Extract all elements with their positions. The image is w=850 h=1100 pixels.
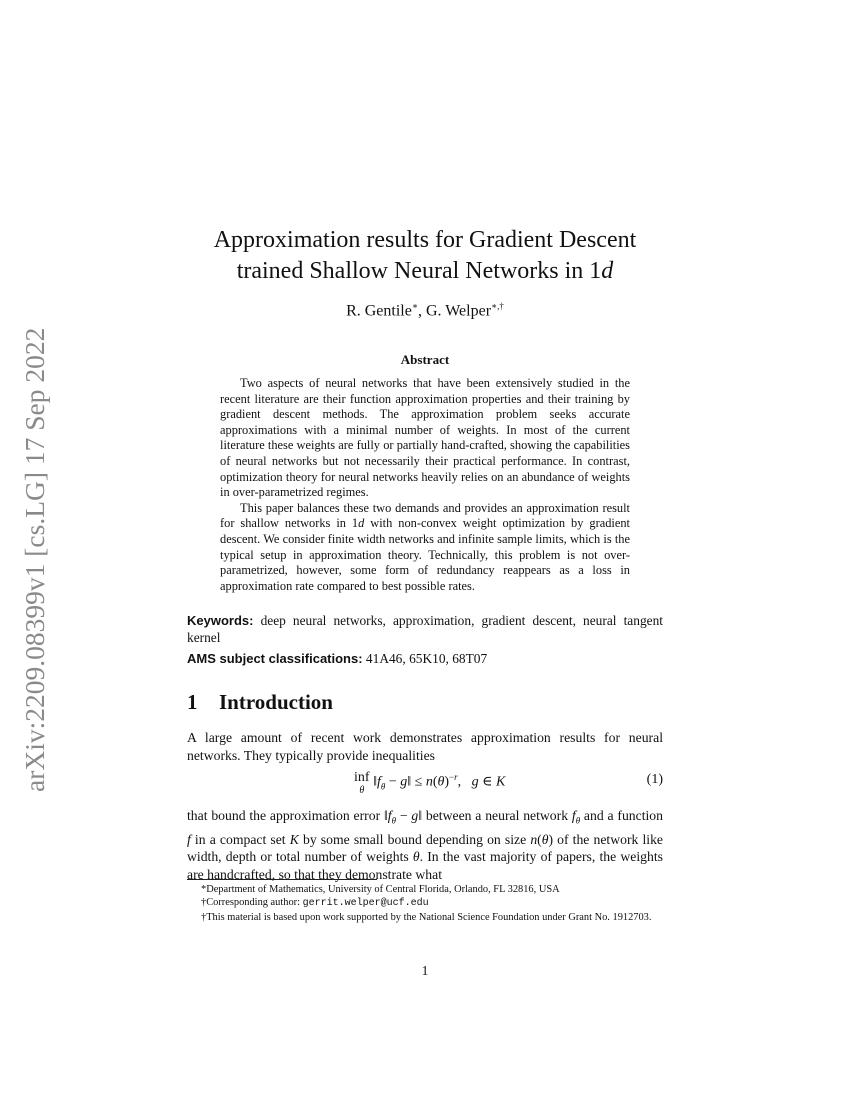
page-number: 1: [421, 963, 429, 978]
ams-codes: 41A46, 65K10, 68T07: [365, 651, 488, 666]
arxiv-identifier-stamp: [14, 286, 54, 806]
keywords-block: [187, 613, 663, 647]
arxiv-identifier-text: arXiv:2209.08399v1 [cs.LG] 17 Sep 2022: [19, 327, 50, 792]
intro-paragraph-2-text: that bound the approximation error $‖f_\theta$ − g‖ between a neural network $f_\theta$ and a function f in a compact set K by some small bound depending on size n(θ) of the network like width, depth or total number of weights θ. In the vast majority of papers, the weights are handcrafted, so that they demonstrate what: [187, 808, 664, 883]
abstract-heading: Abstract: [400, 352, 450, 367]
paper-title: [150, 225, 700, 287]
footnote-funding: †This material is based upon work supported by the National Science Foundation under Grant No. 1912703.: [201, 911, 652, 923]
footnote-affiliation: *Department of Mathematics, University of Central Florida, Orlando, FL 32816, USA: [201, 884, 560, 895]
corresponding-email: gerrit.welper@ucf.edu: [302, 898, 429, 910]
section-number: 1: [187, 690, 198, 714]
footnotes: [187, 883, 663, 924]
equation-number: (1): [646, 772, 663, 787]
intro-paragraph-1: [187, 729, 663, 765]
title-line-2: trained Shallow Neural Networks in 1d: [236, 258, 614, 284]
equation-1: [187, 770, 663, 794]
intro-paragraph-1-text: A large amount of recent work demonstrates approximation results for neural networks. They typically provide inequalities: [187, 730, 663, 763]
ams-label: AMS subject classifications:: [187, 651, 363, 666]
section-heading: [187, 690, 333, 715]
footnote-corresponding-label: †Corresponding author:: [201, 897, 303, 909]
intro-paragraph-2: [187, 807, 663, 884]
ams-classification: [187, 651, 663, 668]
equation-body: inf θ $‖f_\theta$ − g‖ ≤ $n(\theta)^{-r}$, g ∈ K: [354, 770, 506, 796]
section-title: Introduction: [219, 690, 333, 714]
footnote-corresponding-author: [187, 896, 663, 910]
abstract-paragraph-2: This paper balances these two demands and provides an approximation result for shallow networks in 1d with non-convex weight optimization by gradient descent. We consider finite width networks and infinite sample limits, which is the typical setup in approximation theory. Technically, this problem is not over-parametrized, however, some form of redundancy reappears as a loss in approximation rate compared to best possible rates.: [220, 500, 630, 593]
abstract-body: [220, 376, 630, 594]
footnote-rule: [187, 879, 377, 880]
author-list: R. Gentile∗, G. Welper∗,†: [346, 301, 504, 320]
abstract-paragraph-1: Two aspects of neural networks that have been extensively studied in the recent literature are their function approximation properties and their training by gradient descent methods. The approximation problem seeks accurate approximations with a minimal number of weights. In most of the current literature these weights are fully or partially hand-crafted, showing the capabilities of neural networks but not necessarily their practical performance. In contrast, optimization theory for neural networks heavily relies on an abundance of weights in over-parametrized regimes.: [220, 376, 630, 500]
title-line-1: Approximation results for Gradient Descent: [213, 227, 637, 253]
keywords-label: Keywords:: [187, 613, 254, 628]
keywords-text: deep neural networks, approximation, gradient descent, neural tangent kernel: [187, 613, 663, 645]
